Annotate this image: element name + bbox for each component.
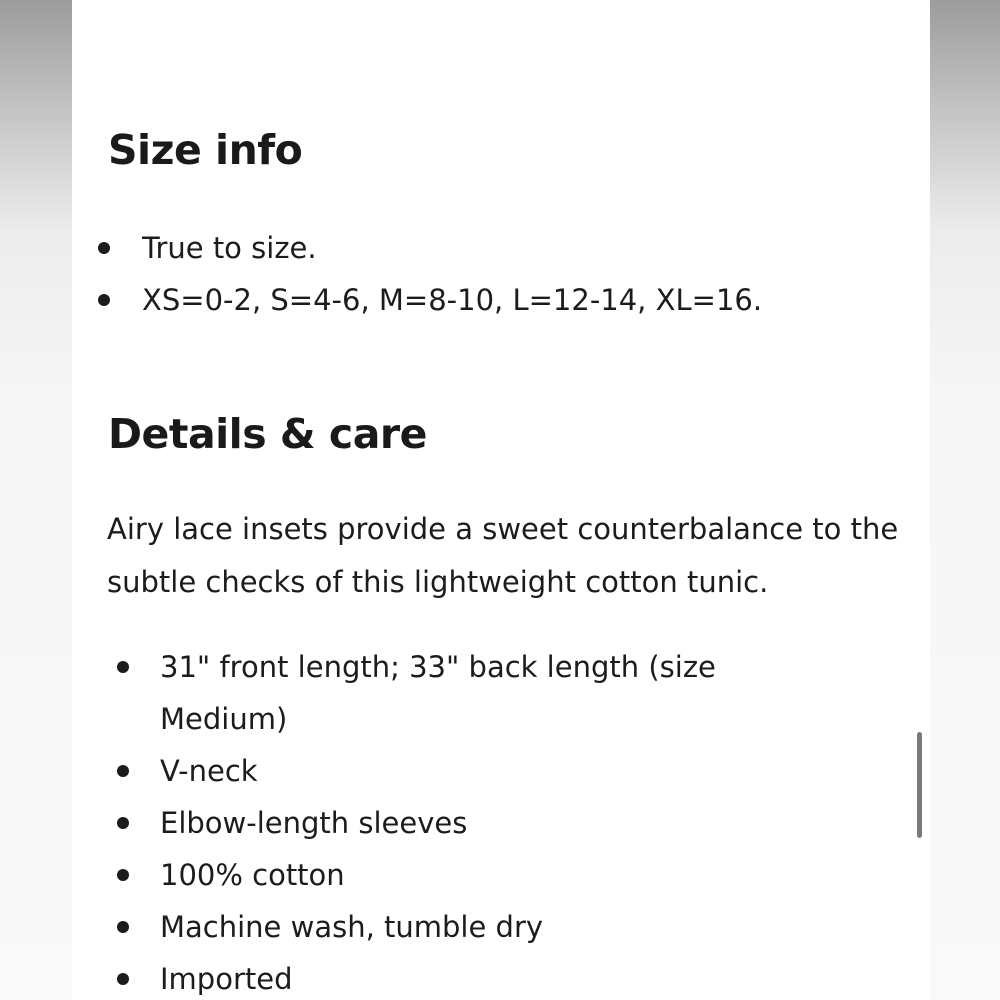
list-item [117,745,817,797]
details-item-text: Elbow-length sleeves [160,806,468,840]
bullet-icon [117,661,129,673]
bullet-icon [117,765,129,777]
bullet-icon [117,973,129,985]
details-description: Airy lace insets provide a sweet counterbalance to the subtle checks of this lightweight cotton tunic. [107,512,899,599]
details-item-text: Imported [160,962,293,996]
size-info-list [98,222,762,326]
list-item [117,641,720,745]
size-info-heading: Size info [108,126,303,174]
details-care-list [117,641,817,1000]
bullet-icon [117,921,129,933]
details-item-text: Machine wash, tumble dry [160,910,544,944]
bullet-icon [98,242,110,254]
list-item [98,222,762,274]
bullet-icon [117,817,129,829]
list-item [117,953,817,1000]
product-details-panel [72,0,930,1000]
details-item-text: 100% cotton [160,858,345,892]
list-item [117,849,817,901]
bullet-icon [98,294,110,306]
details-item-text: V-neck [160,754,258,788]
size-info-item-text: XS=0-2, S=4-6, M=8-10, L=12-14, XL=16. [142,283,763,317]
bullet-icon [117,869,129,881]
scrollbar[interactable] [917,732,922,838]
details-item-text: 31" front length; 33" back length (size Medium) [160,650,716,736]
list-item [98,274,762,326]
details-care-heading: Details & care [108,410,427,458]
list-item [117,901,817,953]
list-item [117,797,817,849]
size-info-item-text: True to size. [142,231,317,265]
